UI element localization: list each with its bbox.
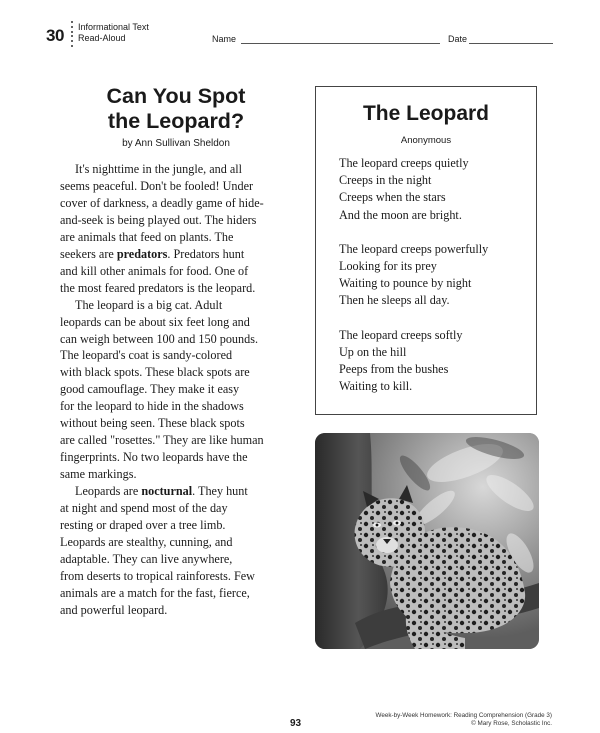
article-title-line1: Can You Spot [106,84,246,108]
footer-credit [375,712,552,728]
article-line [60,483,308,500]
article-text-segment: seekers are [60,246,117,261]
article-line: good camouflage. They make it easy [60,382,240,397]
poem-line: Looking for its prey [339,259,437,274]
poem-stanza [339,241,529,310]
header-dotted-divider [70,21,74,47]
article-text-segment: . They hunt [192,484,248,499]
poem-line: Creeps in the night [339,173,432,188]
article-line: and kill other animals for food. One of [60,263,249,278]
article-line: fingerprints. No two leopards have the [60,450,248,465]
article-line: for the leopard to hide in the shadows [60,399,244,414]
article-line: leopards can be about six feet long and [60,314,250,329]
article-line: adaptable. They can live anywhere, [60,551,233,566]
article-byline: by Ann Sullivan Sheldon [122,138,230,149]
article-line: resting or draped over a tree limb. [60,518,226,533]
article-line [60,246,308,263]
date-field-line[interactable] [469,43,553,44]
vocabulary-term: predators [116,246,168,261]
poem-line: And the moon are bright. [339,207,462,222]
article-line: The leopard is a big cat. Adult [75,297,223,312]
article-title [60,84,292,134]
vocabulary-term: nocturnal [141,484,193,499]
footer-book-title: Week-by-Week Homework: Reading Comprehension (Grade 3) [375,712,552,719]
name-field-line[interactable] [241,43,440,44]
poem-line: The leopard creeps powerfully [339,241,489,256]
name-label: Name [212,34,237,44]
article-line: are animals that feed on plants. The [60,229,234,244]
article-line: seems peaceful. Don't be fooled! Under [60,178,254,193]
article-line: without being seen. These black spots [60,416,245,431]
article-line: from deserts to tropical rainforests. Few [60,568,255,583]
article-title-line2: the Leopard? [107,109,245,133]
article-text-segment: . Predators hunt [167,246,245,261]
poem-line: Up on the hill [339,344,407,359]
date-label: Date [448,34,468,44]
article-line: cover of darkness, a deadly game of hide- [60,195,264,210]
poem-line: The leopard creeps quietly [339,156,469,170]
article-line: can weigh between 100 and 150 pounds. [60,331,258,346]
poem-line: Creeps when the stars [339,190,446,205]
poem-stanza [339,327,529,396]
lesson-type [78,22,149,44]
article-line: with black spots. These black spots are [60,365,250,380]
lesson-number: 30 [46,26,64,45]
leopard-photo [315,433,539,649]
poem-author: Anonymous [400,135,452,146]
poem-title: The Leopard [362,102,489,125]
article-body [60,161,308,619]
poem-line: Waiting to kill. [339,379,413,394]
poem-line: The leopard creeps softly [339,327,463,342]
article-line: animals are a match for the fast, fierce, [60,585,250,600]
article-line: same markings. [60,467,137,482]
article-line: and powerful leopard. [60,602,168,617]
poem-body [339,155,529,412]
article-line: at night and spend most of the day [60,501,228,516]
article-text-segment: Leopards are [75,484,142,499]
article-line: Leopards are stealthy, cunning, and [60,534,233,549]
lesson-type-line2: Read-Aloud [78,33,126,43]
article-line: The leopard's coat is sandy-colored [60,348,233,363]
footer-copyright: © Mary Rose, Scholastic Inc. [471,720,552,727]
article-line: are called "rosettes." They are like human [60,433,264,448]
article-line: the most feared predators is the leopard. [60,280,256,295]
poem-line: Peeps from the bushes [339,362,449,377]
article-line: and-seek is being played out. The hiders [60,212,257,227]
leopard-photo-illustration [315,433,539,649]
poem-stanza [339,155,529,224]
poem-line: Then he sleeps all day. [339,293,450,308]
poem-line: Waiting to pounce by night [339,276,472,291]
lesson-type-line1: Informational Text [78,22,149,32]
page-number: 93 [290,718,302,729]
article-line: It's nighttime in the jungle, and all [75,162,243,176]
